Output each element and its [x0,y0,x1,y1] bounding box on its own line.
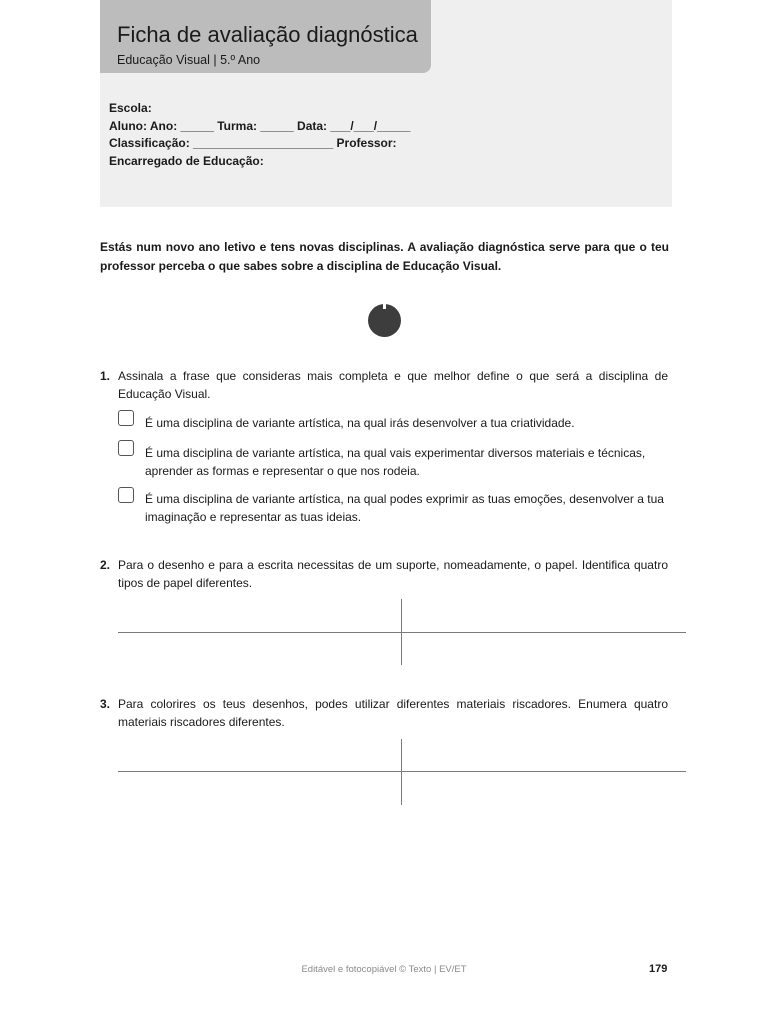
footer-text: Editável e fotocopiável © Texto | EV/ET [301,964,467,975]
answer-grid-3-vline [401,739,402,805]
answer-grid-2-vline [401,599,402,665]
page-subtitle: Educação Visual | 5.º Ano [117,53,261,67]
option-2-checkbox[interactable] [118,440,134,456]
page-title: Ficha de avaliação diagnóstica [117,22,418,47]
question-2-number: 2. [100,558,111,572]
section-marker-tick [383,300,386,309]
field-aluno[interactable]: Aluno: Ano: _____ Turma: _____ Data: ___/___/_____ [109,118,411,133]
student-fields [109,100,410,170]
intro-text: Estás num novo ano letivo e tens novas disciplinas. A avaliação diagnóstica serve para que o teu professor perceba o que sabes sobre a disciplina de Educação Visual. [100,240,669,273]
question-3-number: 3. [100,697,111,711]
question-1-text: Assinala a frase que consideras mais completa e que melhor define o que será a disciplina de Educação Visual. [118,369,668,401]
question-1-number: 1. [100,369,111,383]
option-1-label: É uma disciplina de variante artística, na qual irás desenvolver a tua criatividade. [145,416,575,430]
option-1-checkbox[interactable] [118,410,134,426]
field-classificacao[interactable]: Classificação: _____________________ Professor: [109,136,397,150]
field-escola[interactable]: Escola: [109,101,152,115]
page-number: 179 [649,963,668,975]
answer-grid-3-hline [118,771,686,772]
answer-grid-2-hline [118,632,686,633]
option-3-label: É uma disciplina de variante artística, na qual podes exprimir as tuas emoções, desenvolver a tua imaginação e representar as tuas ideias. [145,492,664,524]
option-3-checkbox[interactable] [118,487,134,503]
field-encarregado[interactable]: Encarregado de Educação: [109,153,264,168]
question-2-text: Para o desenho e para a escrita necessitas de um suporte, nomeadamente, o papel. Identifica quatro tipos de papel diferentes. [118,558,668,590]
option-2-label: É uma disciplina de variante artística, na qual vais experimentar diversos materiais e técnicas, aprender as formas e representar o que nos rodeia. [145,446,646,478]
question-3-text: Para colorires os teus desenhos, podes utilizar diferentes materiais riscadores. Enumera quatro materiais riscadores diferentes. [118,697,668,729]
